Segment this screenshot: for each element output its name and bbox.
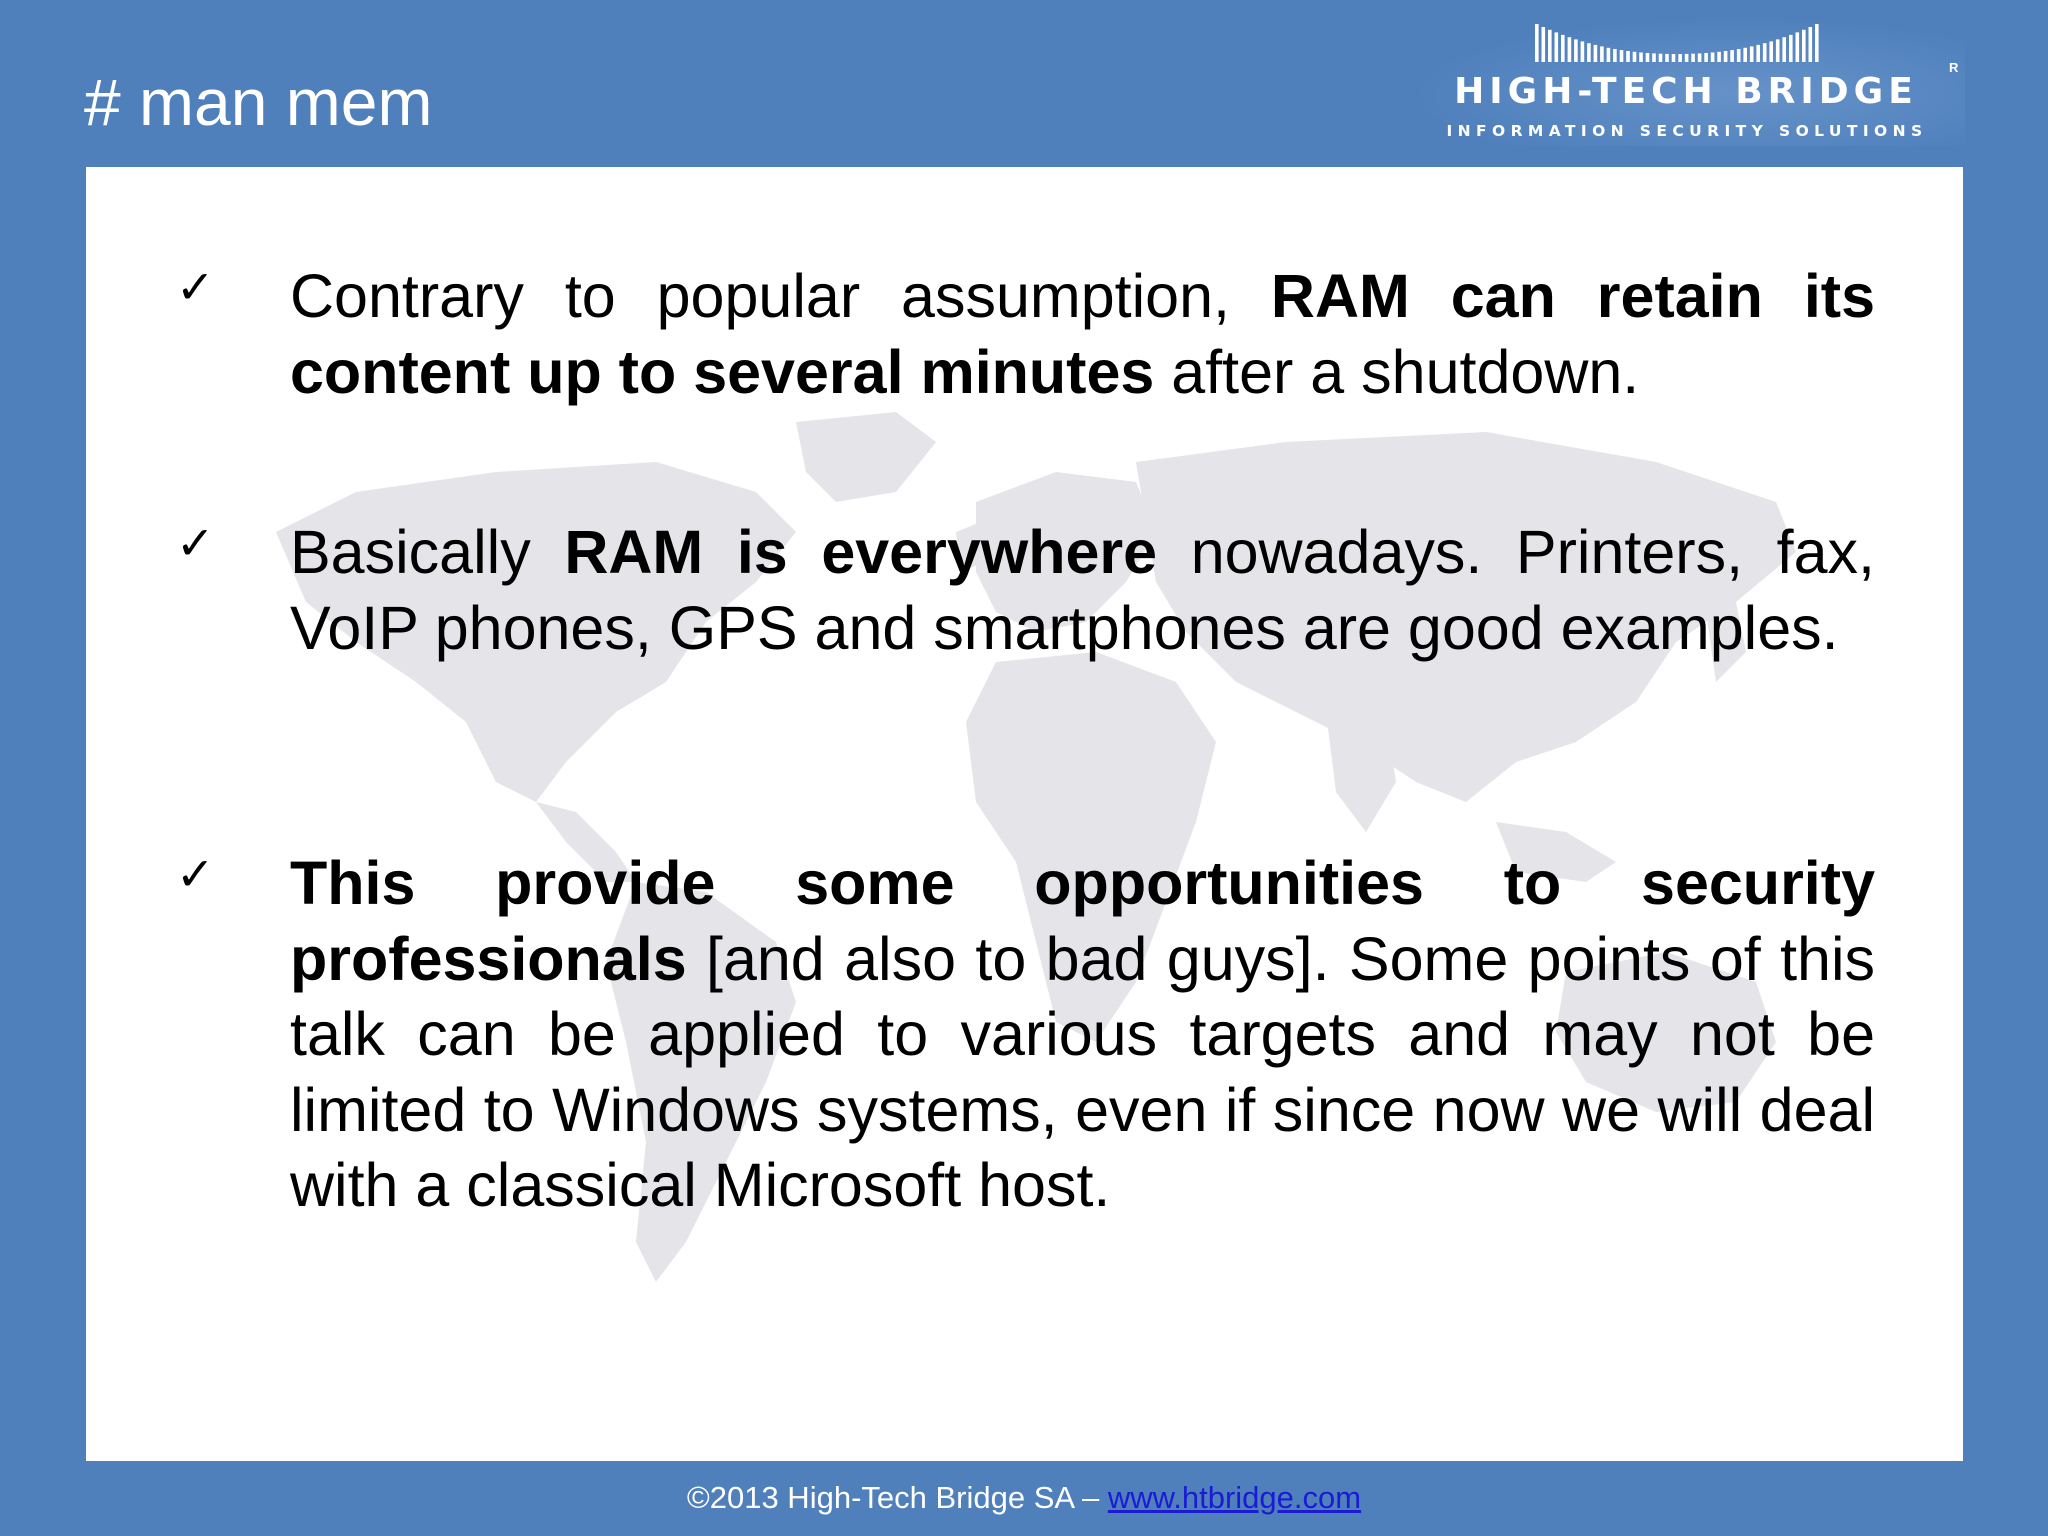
bullet-segment: [and also to bad guys]. Some points of this talk can be applied to various targets and may not be limited to Windows systems, even if since now we will deal with a classical Microsoft host. (290, 924, 1875, 1219)
logo-bar (1711, 53, 1715, 63)
footer (0, 1478, 2048, 1518)
logo-bar (1782, 37, 1786, 62)
content-panel (86, 167, 1963, 1461)
logo-bar (1769, 41, 1773, 62)
logo-bar (1652, 53, 1656, 62)
logo-bar (1796, 32, 1800, 62)
checkmark-icon: ✓ (176, 260, 215, 314)
slide-title: # man mem (84, 65, 433, 139)
logo-bar (1535, 24, 1539, 62)
logo-bar (1704, 53, 1708, 62)
logo-bar (1789, 35, 1793, 62)
logo-bar (1607, 48, 1611, 62)
logo-bar (1594, 45, 1598, 62)
bullet-segment: Contrary to popular assumption, (290, 262, 1271, 330)
logo-tagline: INFORMATION SECURITY SOLUTIONS (1446, 122, 1928, 140)
logo-bar (1717, 52, 1721, 62)
logo-bar (1691, 54, 1695, 62)
logo-bar (1620, 50, 1624, 62)
logo-bar (1587, 43, 1591, 62)
bullet-text (290, 259, 1875, 410)
bullet-segment: Basically (290, 518, 565, 586)
logo-bar (1802, 30, 1806, 62)
bullet-emphasis: RAM is everywhere (564, 518, 1158, 586)
logo-bar (1659, 54, 1663, 62)
logo-bar (1639, 53, 1643, 63)
logo-bar (1600, 46, 1604, 62)
logo-bar (1756, 45, 1760, 62)
logo-bar (1574, 39, 1578, 62)
logo-bar (1665, 54, 1669, 62)
logo-bar (1581, 41, 1585, 62)
logo-bar (1730, 50, 1734, 62)
bullet-text (290, 846, 1875, 1224)
logo-bar (1750, 46, 1754, 62)
logo-bar (1672, 54, 1676, 62)
logo-bar (1698, 53, 1702, 62)
checkmark-icon: ✓ (176, 516, 215, 570)
logo-bar (1743, 48, 1747, 62)
logo-bar (1776, 39, 1780, 62)
checkmark-icon: ✓ (176, 847, 215, 901)
bullet-segment: nowadays. Printers, fax, VoIP phones, GPS and smartphones are good examples. (290, 518, 1875, 662)
logo-name: HIGH-TECH BRIDGE (1454, 71, 1918, 112)
bullet-emphasis: RAM can retain its content up to several minutes (290, 262, 1876, 406)
logo-bar (1555, 32, 1559, 62)
logo-bar (1724, 51, 1728, 62)
registered-mark: R (1949, 60, 1959, 75)
bullet-text (290, 515, 1875, 666)
bullet-segment: after a shutdown. (1154, 337, 1640, 406)
logo-bar (1561, 35, 1565, 62)
logo-bar (1613, 49, 1617, 62)
logo-bar (1737, 49, 1741, 62)
logo-bar (1633, 52, 1637, 62)
logo-bar (1809, 27, 1813, 62)
company-logo (1405, 16, 1965, 146)
logo-bar (1626, 51, 1630, 62)
footer-website-link[interactable]: www.htbridge.com (1107, 1480, 1362, 1515)
logo-bar (1815, 24, 1819, 62)
logo-bar (1568, 37, 1572, 62)
logo-bar (1763, 43, 1767, 62)
bullet-emphasis: This provide some opportunities to security professionals (290, 849, 1875, 993)
logo-bar (1548, 30, 1552, 62)
bridge-icon (1405, 16, 1965, 76)
logo-bar (1542, 27, 1546, 62)
logo-bar (1646, 53, 1650, 62)
logo-bar (1678, 54, 1682, 62)
footer-copyright: ©2013 High-Tech Bridge SA – (686, 1480, 1108, 1515)
logo-bar (1685, 54, 1689, 62)
